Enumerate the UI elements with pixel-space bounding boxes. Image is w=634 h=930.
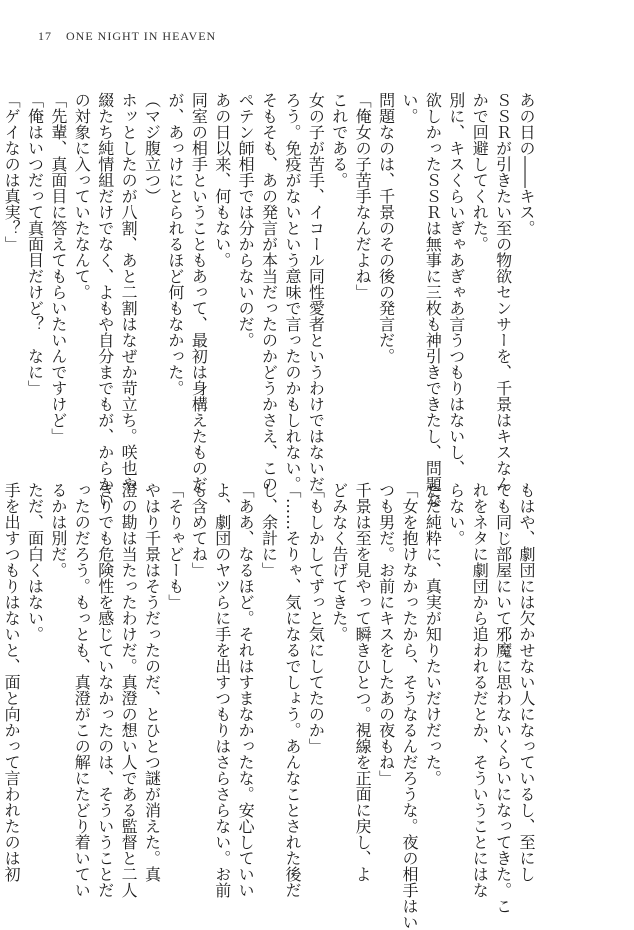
- text-line: の対象に入っていたなんて。: [72, 92, 92, 300]
- text-line: そもそも、あの発言が本当だったのかどうかさえ、この: [259, 92, 279, 492]
- text-line: 欲しかったＳＳＲは無事に三枚も神引きできたし、問題な: [423, 92, 443, 508]
- text-line: 同室の相手ということもあって、最初は身構えたものだ: [189, 92, 209, 492]
- text-line: 問題なのは、千景のその後の発言だ。: [376, 92, 396, 364]
- text-line: るかは別だ。: [48, 482, 68, 578]
- text-line: い。: [399, 92, 419, 124]
- text-line: もはや、劇団には欠かせない人になっているし、至にし: [517, 482, 536, 882]
- text-line: ペテン師相手では分からないのだ。: [236, 92, 256, 348]
- running-header: [38, 29, 216, 44]
- text-line: あの日の――キス。: [517, 92, 536, 236]
- text-line: し、余計に」: [259, 482, 279, 578]
- text-line: つも男だ。お前にキスをしたあの夜もね」: [376, 482, 396, 786]
- text-line: 「俺はいつだって真面目だけど？ なに」: [25, 92, 45, 396]
- text-line: 「ゲイなのは真実？」: [2, 92, 22, 252]
- text-line: （マジ腹立つ）: [142, 92, 162, 204]
- text-line: 別に、キスくらいぎゃあぎゃあ言うつもりはないし、: [446, 92, 466, 476]
- text-line: 「先輩、真面目に答えてもらいたいんですけど」: [48, 92, 68, 444]
- text-line: 女の子が苦手、イコール同性愛者というわけではないだ: [306, 92, 326, 492]
- text-line: も含めてね」: [189, 482, 209, 578]
- text-line: これである。: [329, 92, 349, 188]
- text-line: ったのだろう。もっとも、真澄がこの解にたどり着いてい: [72, 482, 92, 898]
- book-title: ONE NIGHT IN HEAVEN: [66, 29, 217, 43]
- text-line: やはり千景はそうだったのだ、とひとつ謎が消えた。真: [142, 482, 162, 882]
- text-line: ただ純粋に、真実が知りたいだけだった。: [423, 482, 443, 786]
- text-line: 「俺女の子苦手なんだよね」: [353, 92, 373, 300]
- text-line: 「女を抱けなかったから、そうなるんだろうな。夜の相手はい: [399, 482, 419, 930]
- text-line: ホッとしたのが八割、あと二割はなぜか苛立ち。咲也や: [119, 92, 139, 492]
- text-block-lower: [2, 482, 538, 930]
- text-line: どみなく告げてきた。: [329, 482, 349, 642]
- text-line: よ、劇団のヤツらに手を出すつもりはさらさらない。お前: [212, 482, 232, 898]
- text-line: 千景は至を見やって瞬きひとつ。視線を正面に戻し、よ: [353, 482, 373, 882]
- text-line: ろう。免疫がないという意味で言ったのかもしれない。: [282, 92, 302, 492]
- text-line: ＳＳＲが引きたい至の物欲センサーを、千景はキスなん: [493, 92, 513, 492]
- text-line: きりでも危険性を感じていなかったのは、そういうことだ: [95, 482, 115, 898]
- text-line: かで回避してくれた。: [470, 92, 490, 252]
- page-number: 17: [38, 29, 52, 43]
- text-line: ても同じ部屋にいて邪魔に思わないくらいになってきた。こ: [493, 482, 513, 914]
- text-line: 「もしかしてずっと気にしてたのか」: [306, 482, 326, 754]
- text-line: 綴たち純情組だけでなく、よもや自分までもが、からかい: [95, 92, 115, 508]
- text-line: あの日以来、何もない。: [212, 92, 232, 268]
- text-line: らない。: [446, 482, 466, 546]
- text-line: 「……そりゃ、気になるでしょう。あんなことされた後だ: [282, 482, 302, 898]
- text-line: が、あっけにとられるほど何もなかった。: [165, 92, 185, 396]
- text-line: れをネタに劇団から追われるだとか、そういうことにはな: [470, 482, 490, 898]
- text-line: 「そりゃどーも」: [165, 482, 185, 610]
- text-line: 手を出すつもりはないと、面と向かって言われたのは初: [2, 482, 22, 882]
- text-line: 澄の勘は当たったわけだ。真澄の想い人である監督と二人: [119, 482, 139, 898]
- text-line: ただ、面白くはない。: [25, 482, 45, 642]
- text-block-upper: [2, 92, 538, 508]
- text-line: 「ああ、なるほど。それはすまなかったな。安心していい: [236, 482, 256, 898]
